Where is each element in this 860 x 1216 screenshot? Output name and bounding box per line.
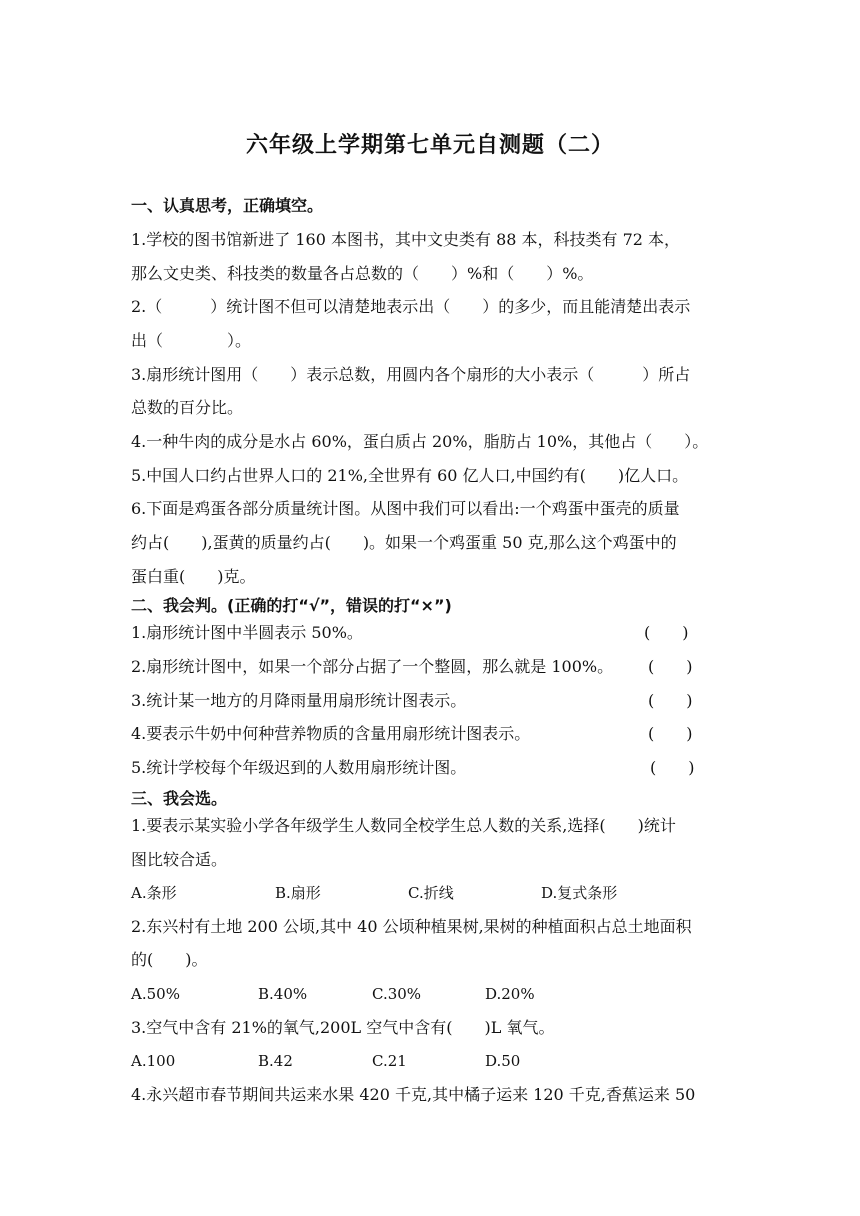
text-line: 图比较合适。 [131,850,228,869]
section-heading-judge: 二、我会判。(正确的打“√”，错误的打“×”) [131,596,452,615]
option-c[interactable]: C.折线 [408,884,454,902]
text-line: 5.中国人口约占世界人口的 21%,全世界有 60 亿人口,中国约有( )亿人口。 [131,466,689,485]
text-line: 1.学校的图书馆新进了 160 本图书，其中文史类有 88 本，科技类有 72 本， [131,230,681,249]
text-line: 2.东兴村有土地 200 公顷,其中 40 公顷种植果树,果树的种植面积占总土地面积 [131,917,692,936]
text-line: 4.永兴超市春节期间共运来水果 420 千克,其中橘子运来 120 千克,香蕉运来 50 [131,1085,696,1104]
text-line: 总数的百分比。 [131,398,244,417]
text-line: 2.（ ）统计图不但可以清楚地表示出（ ）的多少，而且能清楚出表示 [131,297,691,316]
option-b[interactable]: B.42 [258,1052,293,1070]
option-a[interactable]: A.100 [131,1052,176,1070]
text-line: 6.下面是鸡蛋各部分质量统计图。从图中我们可以看出:一个鸡蛋中蛋壳的质量 [131,499,680,518]
judge-item-text: 1.扇形统计图中半圆表示 50%。 [131,623,363,642]
option-c[interactable]: C.30% [372,985,422,1003]
text-line: 约占( ),蛋黄的质量约占( )。如果一个鸡蛋重 50 克,那么这个鸡蛋中的 [131,533,677,552]
option-b[interactable]: B.扇形 [275,884,321,902]
option-a[interactable]: A.50% [131,985,180,1003]
text-line: 那么文史类、科技类的数量各占总数的（ ）%和（ ）%。 [131,264,594,283]
judge-item-text: 2.扇形统计图中，如果一个部分占据了一个整圆，那么就是 100%。 [131,657,614,676]
judge-answer-blank[interactable]: ( ) [644,623,689,642]
judge-answer-blank[interactable]: ( ) [650,758,695,777]
judge-answer-blank[interactable]: ( ) [648,691,693,710]
text-line: 1.要表示某实验小学各年级学生人数同全校学生总人数的关系,选择( )统计 [131,816,676,835]
text-line: 的( )。 [131,950,208,969]
text-line: 蛋白重( )克。 [131,567,256,586]
section-heading-choose: 三、我会选。 [131,789,228,808]
judge-item-text: 5.统计学校每个年级迟到的人数用扇形统计图。 [131,758,467,777]
option-a[interactable]: A.条形 [131,884,177,902]
judge-answer-blank[interactable]: ( ) [648,657,693,676]
judge-answer-blank[interactable]: ( ) [648,724,693,743]
option-c[interactable]: C.21 [372,1052,407,1070]
text-line: 出（ ）。 [131,331,252,350]
text-line: 4.一种牛肉的成分是水占 60%，蛋白质占 20%，脂肪占 10%，其他占（ ）。 [131,432,709,451]
option-d[interactable]: D.50 [485,1052,521,1070]
text-line: 3.扇形统计图用（ ）表示总数，用圆内各个扇形的大小表示（ ）所占 [131,365,691,384]
judge-item-text: 3.统计某一地方的月降雨量用扇形统计图表示。 [131,691,467,710]
judge-item-text: 4.要表示牛奶中何种营养物质的含量用扇形统计图表示。 [131,724,531,743]
page-title: 六年级上学期第七单元自测题（二） [245,133,614,158]
text-line: 3.空气中含有 21%的氧气,200L 空气中含有( )L 氧气。 [131,1018,555,1037]
option-b[interactable]: B.40% [258,985,308,1003]
section-heading-fill: 一、认真思考，正确填空。 [131,196,324,215]
option-d[interactable]: D.复式条形 [541,884,618,902]
option-d[interactable]: D.20% [485,985,535,1003]
